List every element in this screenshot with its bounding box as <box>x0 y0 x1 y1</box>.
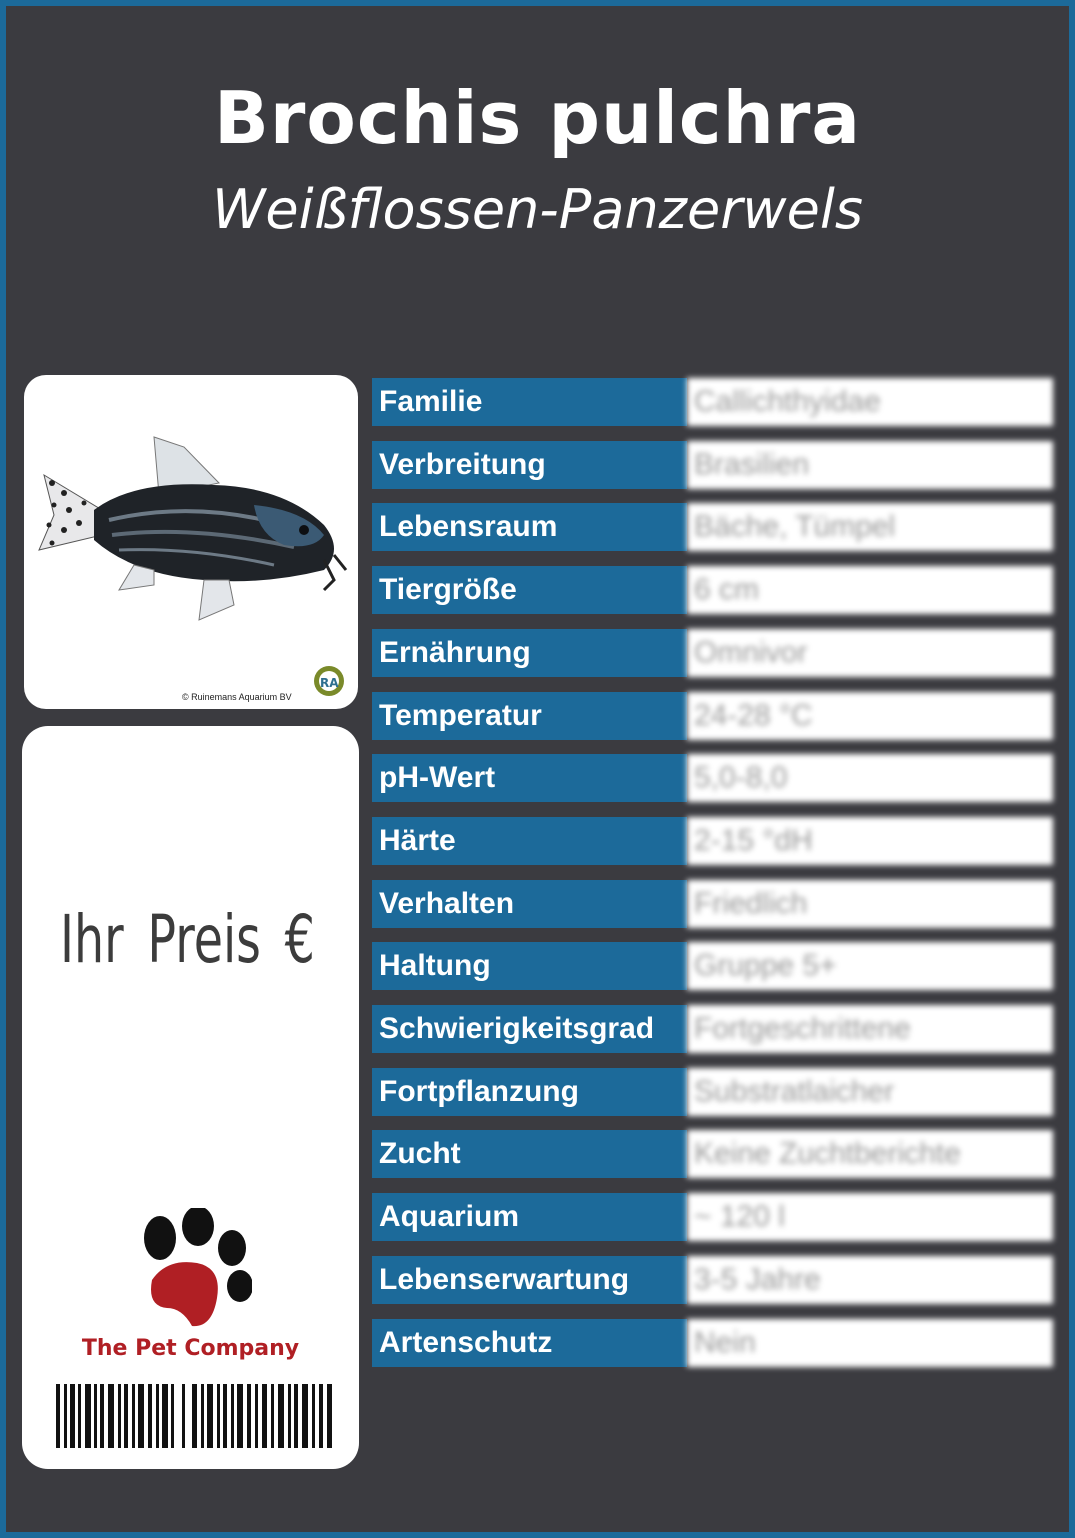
row-value: 3-5 Jahre <box>687 1256 1053 1304</box>
row-value: Nein <box>687 1319 1053 1367</box>
row-label: Lebensraum <box>372 503 687 551</box>
ra-logo-icon: RA <box>320 676 339 690</box>
row-label: Haltung <box>372 942 687 990</box>
row-value: ~ 120 l <box>687 1193 1053 1241</box>
photo-copyright: © Ruinemans Aquarium BV <box>182 692 292 702</box>
row-label: Ernährung <box>372 629 687 677</box>
row-value: 5,0-8,0 <box>687 754 1053 802</box>
table-row <box>372 880 1054 928</box>
row-label: Aquarium <box>372 1193 687 1241</box>
table-row <box>372 942 1054 990</box>
row-value: Substratlaicher <box>687 1068 1053 1116</box>
table-row <box>372 1068 1054 1116</box>
table-row <box>372 1256 1054 1304</box>
row-value: Omnivor <box>687 629 1053 677</box>
table-row <box>372 1130 1054 1178</box>
price-label: Ihr Preis € <box>60 901 315 978</box>
brand-name: The Pet Company <box>81 1336 300 1361</box>
row-label: Zucht <box>372 1130 687 1178</box>
barcode <box>56 1384 336 1448</box>
price-box <box>22 726 359 1469</box>
table-row <box>372 1005 1054 1053</box>
row-label: Lebenserwartung <box>372 1256 687 1304</box>
row-label: Schwierigkeitsgrad <box>372 1005 687 1053</box>
row-label: Artenschutz <box>372 1319 687 1367</box>
row-label: Temperatur <box>372 692 687 740</box>
table-row <box>372 566 1054 614</box>
row-label: Familie <box>372 378 687 426</box>
row-label: Verhalten <box>372 880 687 928</box>
page-subtitle: Weißflossen-Panzerwels <box>212 178 863 241</box>
row-label: pH-Wert <box>372 754 687 802</box>
row-label: Verbreitung <box>372 441 687 489</box>
row-label: Tiergröße <box>372 566 687 614</box>
page-title: Brochis pulchra <box>214 76 861 160</box>
row-value: 6 cm <box>687 566 1053 614</box>
row-value: Bäche, Tümpel <box>687 503 1053 551</box>
table-row <box>372 629 1054 677</box>
row-label: Härte <box>372 817 687 865</box>
row-value: Gruppe 5+ <box>687 942 1053 990</box>
paw-logo-icon <box>132 1208 252 1328</box>
fish-photo-card <box>24 375 358 709</box>
row-value: Brasilien <box>687 441 1053 489</box>
row-value: Keine Zuchtberichte <box>687 1130 1053 1178</box>
table-row <box>372 503 1054 551</box>
row-value: 24-28 °C <box>687 692 1053 740</box>
table-row <box>372 817 1054 865</box>
table-row <box>372 692 1054 740</box>
row-value: Callichthyidae <box>687 378 1053 426</box>
table-row <box>372 754 1054 802</box>
fish-image <box>24 375 358 709</box>
row-label: Fortpflanzung <box>372 1068 687 1116</box>
table-row <box>372 1193 1054 1241</box>
row-value: Fortgeschrittene <box>687 1005 1053 1053</box>
table-row <box>372 378 1054 426</box>
table-row <box>372 1319 1054 1367</box>
row-value: 2-15 °dH <box>687 817 1053 865</box>
row-value: Friedlich <box>687 880 1053 928</box>
table-row <box>372 441 1054 489</box>
